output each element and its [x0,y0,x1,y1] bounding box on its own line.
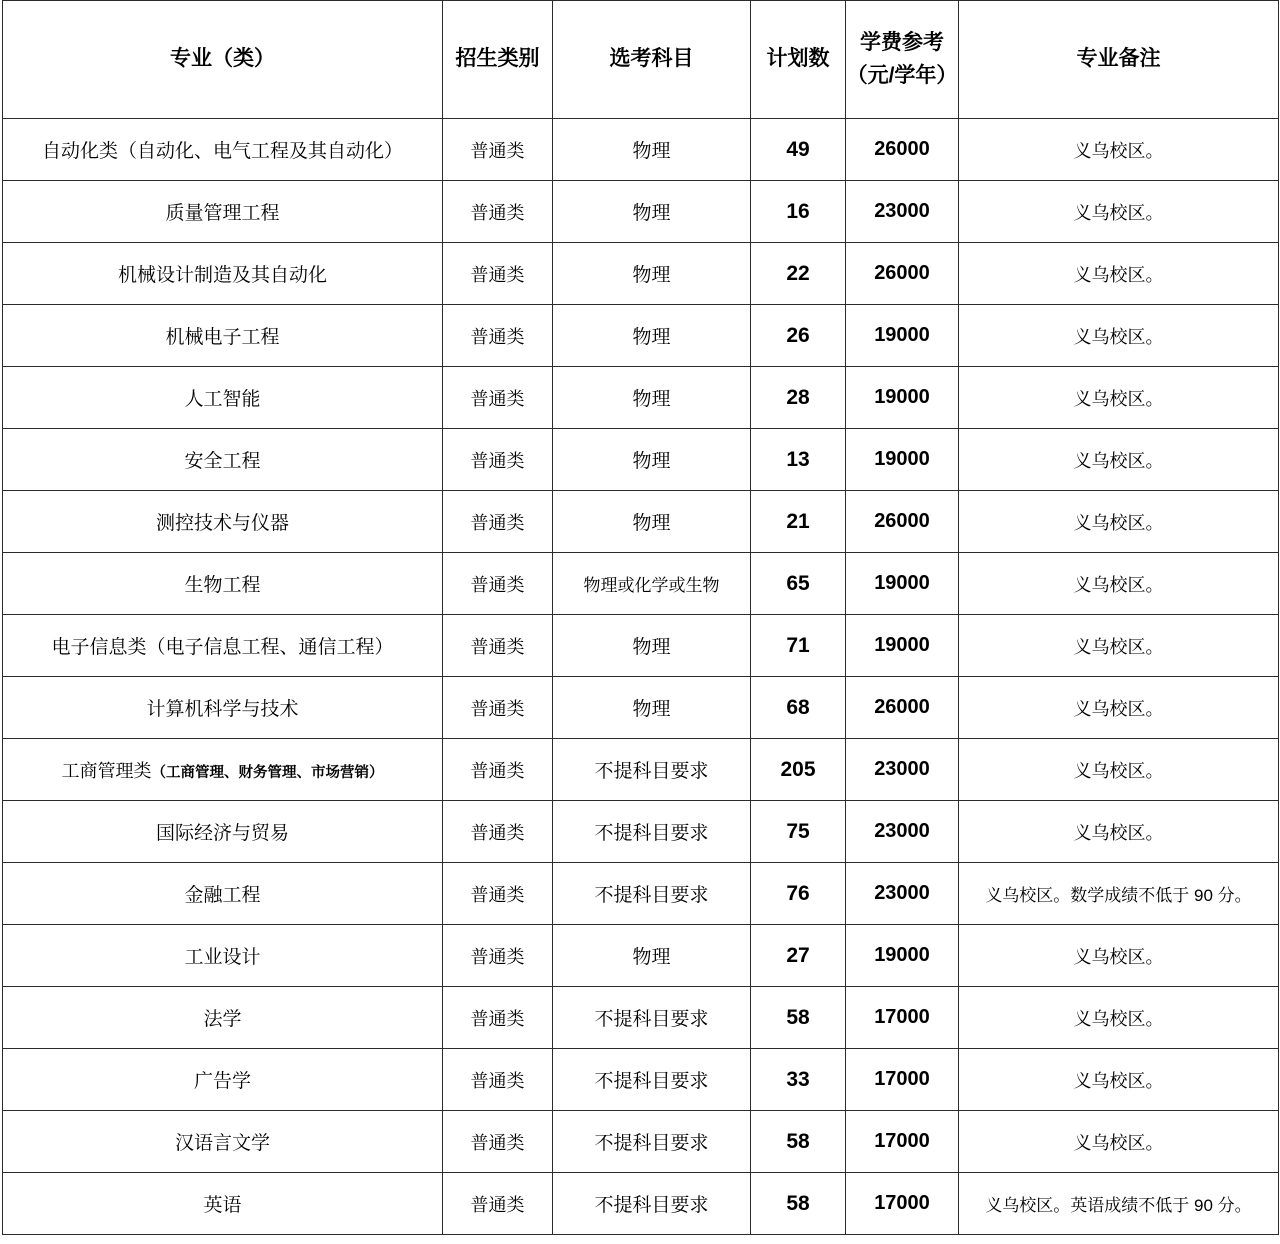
table-row [3,739,1279,801]
table-row [3,925,1279,987]
table-row [3,615,1279,677]
cell-subject: 不提科目要求 [553,739,751,801]
cell-subject: 物理或化学或生物 [553,553,751,615]
table-row [3,1173,1279,1235]
table-row [3,243,1279,305]
cell-fee: 19000 [846,553,959,615]
cell-fee: 19000 [846,615,959,677]
cell-major-main: 工商管理类 [61,760,152,781]
cell-plan: 65 [751,553,846,615]
cell-subject: 不提科目要求 [553,1173,751,1235]
cell-fee: 23000 [846,739,959,801]
cell-note: 义乌校区。 [959,925,1279,987]
cell-plan: 21 [751,491,846,553]
cell-major: 英语 [3,1173,443,1235]
cell-fee: 23000 [846,181,959,243]
cell-major: 工业设计 [3,925,443,987]
cell-note: 义乌校区。 [959,305,1279,367]
table-row [3,119,1279,181]
table-row [3,801,1279,863]
cell-plan: 58 [751,1173,846,1235]
cell-fee: 19000 [846,305,959,367]
cell-major: 汉语言文学 [3,1111,443,1173]
table-row [3,1111,1279,1173]
cell-note: 义乌校区。 [959,119,1279,181]
cell-major: 机械设计制造及其自动化 [3,243,443,305]
cell-fee: 19000 [846,429,959,491]
cell-note: 义乌校区。数学成绩不低于 90 分。 [959,863,1279,925]
cell-note: 义乌校区。英语成绩不低于 90 分。 [959,1173,1279,1235]
cell-subject: 不提科目要求 [553,863,751,925]
cell-plan: 58 [751,1111,846,1173]
cell-category: 普通类 [443,119,553,181]
cell-category: 普通类 [443,1049,553,1111]
cell-note: 义乌校区。 [959,1049,1279,1111]
cell-major: 国际经济与贸易 [3,801,443,863]
cell-subject: 物理 [553,367,751,429]
cell-note: 义乌校区。 [959,677,1279,739]
cell-note: 义乌校区。 [959,491,1279,553]
table-row [3,1049,1279,1111]
header-plan: 计划数 [751,1,846,119]
admission-plan-table [2,0,1279,1235]
cell-note: 义乌校区。 [959,739,1279,801]
cell-category: 普通类 [443,367,553,429]
cell-subject: 物理 [553,305,751,367]
cell-category: 普通类 [443,615,553,677]
cell-fee: 17000 [846,987,959,1049]
cell-note: 义乌校区。 [959,181,1279,243]
table-row [3,677,1279,739]
cell-plan: 205 [751,739,846,801]
header-note: 专业备注 [959,1,1279,119]
table-row [3,553,1279,615]
cell-category: 普通类 [443,429,553,491]
cell-plan: 75 [751,801,846,863]
cell-major: 质量管理工程 [3,181,443,243]
cell-note: 义乌校区。 [959,553,1279,615]
cell-plan: 58 [751,987,846,1049]
cell-major: 计算机科学与技术 [3,677,443,739]
cell-plan: 49 [751,119,846,181]
cell-category: 普通类 [443,491,553,553]
cell-note: 义乌校区。 [959,367,1279,429]
cell-fee: 26000 [846,677,959,739]
cell-plan: 33 [751,1049,846,1111]
cell-plan: 13 [751,429,846,491]
cell-subject: 不提科目要求 [553,801,751,863]
cell-note: 义乌校区。 [959,615,1279,677]
cell-major: 测控技术与仪器 [3,491,443,553]
table-row [3,181,1279,243]
cell-major: 法学 [3,987,443,1049]
cell-major: 安全工程 [3,429,443,491]
cell-plan: 16 [751,181,846,243]
cell-plan: 22 [751,243,846,305]
table-header [3,1,1279,119]
header-category: 招生类别 [443,1,553,119]
cell-fee: 19000 [846,925,959,987]
cell-major: 生物工程 [3,553,443,615]
table-row [3,305,1279,367]
cell-category: 普通类 [443,739,553,801]
cell-note: 义乌校区。 [959,429,1279,491]
cell-fee: 23000 [846,863,959,925]
cell-major: 自动化类（自动化、电气工程及其自动化） [3,119,443,181]
cell-subject: 物理 [553,677,751,739]
cell-category: 普通类 [443,181,553,243]
cell-major-sub: （工商管理、财务管理、市场营销） [151,764,384,781]
cell-fee: 19000 [846,367,959,429]
header-fee [846,1,959,119]
cell-category: 普通类 [443,1173,553,1235]
cell-fee: 23000 [846,801,959,863]
header-row [3,1,1279,119]
cell-major: 机械电子工程 [3,305,443,367]
cell-subject: 物理 [553,181,751,243]
table-row [3,367,1279,429]
cell-fee: 17000 [846,1049,959,1111]
cell-subject: 不提科目要求 [553,1049,751,1111]
cell-plan: 28 [751,367,846,429]
cell-category: 普通类 [443,801,553,863]
cell-subject: 物理 [553,119,751,181]
cell-category: 普通类 [443,243,553,305]
cell-major: 广告学 [3,1049,443,1111]
cell-subject: 物理 [553,429,751,491]
cell-category: 普通类 [443,987,553,1049]
table-row [3,491,1279,553]
cell-fee: 26000 [846,119,959,181]
cell-major: 人工智能 [3,367,443,429]
cell-major [3,739,443,801]
cell-fee: 26000 [846,243,959,305]
cell-note: 义乌校区。 [959,987,1279,1049]
cell-category: 普通类 [443,553,553,615]
cell-category: 普通类 [443,925,553,987]
cell-subject: 物理 [553,925,751,987]
cell-subject: 物理 [553,243,751,305]
cell-plan: 26 [751,305,846,367]
cell-plan: 76 [751,863,846,925]
table-row [3,429,1279,491]
cell-note: 义乌校区。 [959,243,1279,305]
cell-category: 普通类 [443,1111,553,1173]
cell-note: 义乌校区。 [959,801,1279,863]
cell-fee: 17000 [846,1111,959,1173]
table-row [3,987,1279,1049]
cell-major: 金融工程 [3,863,443,925]
cell-subject: 物理 [553,615,751,677]
cell-subject: 物理 [553,491,751,553]
header-fee-line2: （元/学年） [846,63,958,87]
header-major: 专业（类） [3,1,443,119]
cell-note: 义乌校区。 [959,1111,1279,1173]
cell-category: 普通类 [443,305,553,367]
cell-plan: 27 [751,925,846,987]
header-subject: 选考科目 [553,1,751,119]
header-fee-line1: 学费参考 [860,30,944,54]
cell-plan: 71 [751,615,846,677]
table-row [3,863,1279,925]
cell-fee: 17000 [846,1173,959,1235]
cell-category: 普通类 [443,863,553,925]
cell-plan: 68 [751,677,846,739]
table-body [3,119,1279,1235]
cell-category: 普通类 [443,677,553,739]
cell-fee: 26000 [846,491,959,553]
cell-subject: 不提科目要求 [553,1111,751,1173]
cell-subject: 不提科目要求 [553,987,751,1049]
cell-major: 电子信息类（电子信息工程、通信工程） [3,615,443,677]
